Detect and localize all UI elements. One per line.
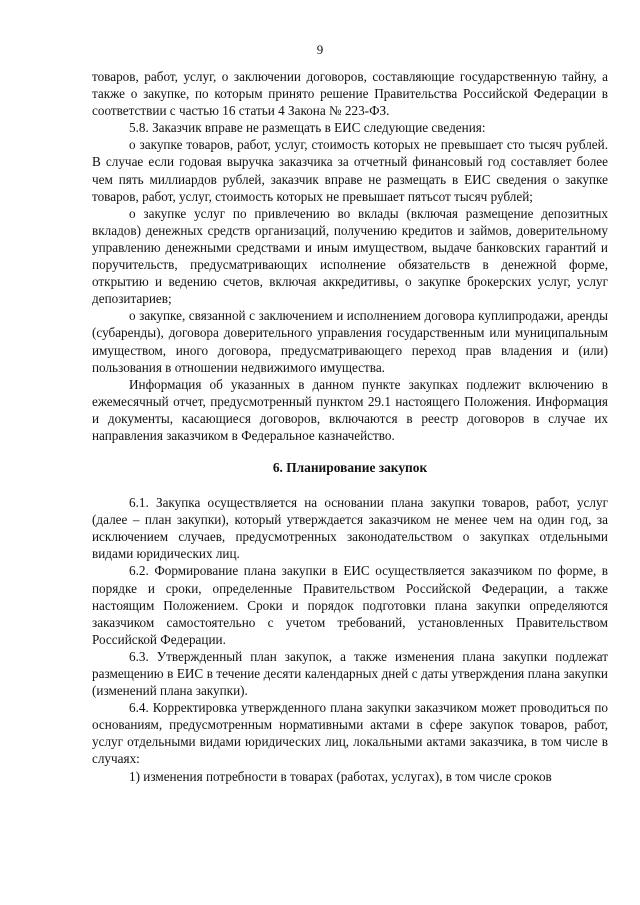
- document-body: [92, 68, 608, 785]
- paragraph: о закупке услуг по привлечению во вклады (включая размещение депозитных вкладов) денежных средств организаций, получению кредитов и займов, доверительному управлению денежными средствами и иным имуществом, выдаче банковских гарантий и поручительств, предусматривающих исполнение обязательств в денежной форме, открытию и ведению счетов, включая аккредитивы, о закупке брокерских услуг, услуг депозитариев;: [92, 205, 608, 307]
- paragraph: Информация об указанных в данном пункте закупках подлежит включению в ежемесячный отчет, предусмотренный пунктом 29.1 настоящего Положения. Информация и документы, касающиеся договоров, включаются в реестр договоров в случае их направления заказчиком в Федеральное казначейство.: [92, 376, 608, 443]
- paragraph: 6.4. Корректировка утвержденного плана закупки заказчиком может проводиться по основаниям, предусмотренным нормативными актами в сфере закупок товаров, работ, услуг отдельными видами юридических лиц, локальными актами заказчика, в том числе в случаях:: [92, 700, 608, 767]
- paragraph: 6.1. Закупка осуществляется на основании плана закупки товаров, работ, услуг (далее – план закупки), который утверждается заказчиком не менее чем на один год, за исключением случаев, предусмотренных законодательством о закупках отдельными видами юридических лиц.: [92, 495, 608, 562]
- paragraph: товаров, работ, услуг, о заключении договоров, составляющие государственную тайну, а также о закупке, по которым принято решение Правительства Российской Федерации в соответствии с частью 16 статьи 4 Закона № 223-ФЗ.: [92, 69, 608, 119]
- section-heading: 6. Планирование закупок: [272, 460, 428, 476]
- paragraph: 6.3. Утвержденный план закупок, а также изменения плана закупки подлежат размещению в ЕИС в течение десяти календарных дней с даты утверждения плана закупки (изменений плана закупки).: [92, 648, 608, 699]
- paragraph: 5.8. Заказчик вправе не размещать в ЕИС следующие сведения:: [129, 120, 486, 136]
- paragraph: о закупке, связанной с заключением и исполнением договора куплипродажи, аренды (субаренды), договора доверительного управления государственным или муниципальным имуществом, иного договора, предусматривающего переход прав владения и (или) пользования в отношении недвижимого имущества.: [92, 308, 608, 375]
- paragraph: 6.2. Формирование плана закупки в ЕИС осуществляется заказчиком по форме, в порядке и сроки, определенные Правительством Российской Федерации, а также настоящим Положением. Сроки и порядок подготовки плана закупки определяются заказчиком самостоятельно с учетом требований, установленных Правительством Российской Федерации.: [92, 563, 608, 647]
- paragraph: 1) изменения потребности в товарах (работах, услугах), в том числе сроков: [129, 768, 552, 784]
- paragraph: о закупке товаров, работ, услуг, стоимость которых не превышает сто тысяч рублей. В случае если годовая выручка заказчика за отчетный финансовый год составляет более чем пять миллиардов рублей, заказчик вправе не размещать в ЕИС сведения о закупке товаров, работ, услуг, стоимость которых не превышает пятьсот тысяч рублей;: [92, 137, 608, 204]
- page-number: 9: [316, 42, 324, 57]
